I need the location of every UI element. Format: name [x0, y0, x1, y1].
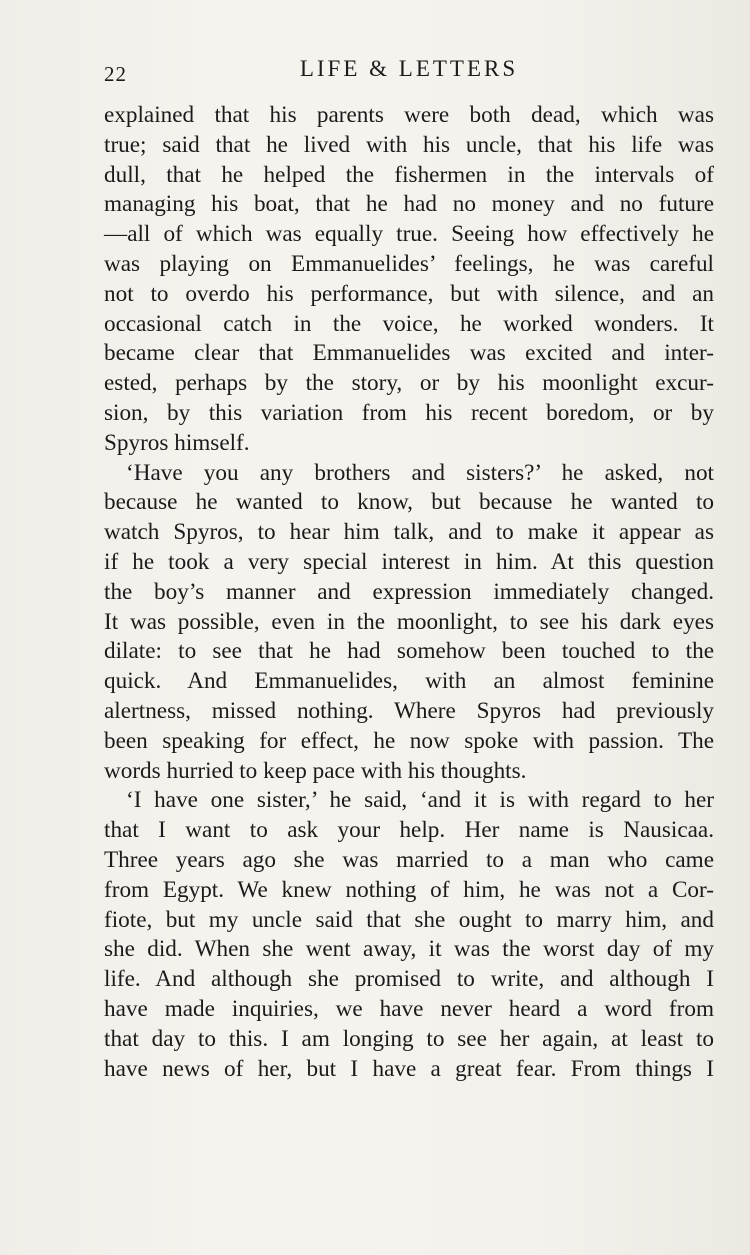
text-line: that day to this. I am longing to see her again, at least to — [104, 1025, 714, 1052]
text-line: Three years ago she was married to a man who came — [104, 846, 714, 873]
text-line: that I want to ask your help. Her name is Nausicaa. — [104, 817, 714, 844]
text-line: quick. And Emmanuelides, with an almost feminine — [104, 668, 714, 695]
text-line: fiote, but my uncle said that she ought to marry him, and — [104, 906, 714, 933]
text-line: dilate: to see that he had somehow been touched to the — [104, 638, 714, 665]
text-line: —all of which was equally true. Seeing how effectively he — [104, 221, 714, 248]
text-line: have news of her, but I have a great fear. From things I — [104, 1055, 714, 1082]
text-line: managing his boat, that he had no money and no future — [104, 191, 714, 218]
text-line: alertness, missed nothing. Where Spyros had previously — [104, 697, 714, 724]
running-head — [104, 56, 714, 90]
text-line: because he wanted to know, but because he wanted to — [104, 489, 714, 516]
text-line: It was possible, even in the moonlight, to see his dark eyes — [104, 608, 714, 635]
text-line: occasional catch in the voice, he worked wonders. It — [104, 310, 714, 337]
text-line: watch Spyros, to hear him talk, and to make it appear as — [104, 519, 714, 546]
text-line: life. And although she promised to write, and although I — [104, 966, 714, 993]
text-line: she did. When she went away, it was the worst day of my — [104, 936, 714, 963]
text-line: ‘Have you any brothers and sisters?’ he asked, not — [126, 459, 714, 486]
text-line: true; said that he lived with his uncle, that his life was — [104, 131, 714, 158]
body-text — [104, 101, 714, 1084]
text-line: not to overdo his performance, but with silence, and an — [104, 280, 714, 307]
text-line: if he took a very special interest in him. At this question — [104, 548, 714, 575]
text-line: sion, by this variation from his recent boredom, or by — [104, 399, 714, 426]
text-line: dull, that he helped the fishermen in the intervals of — [104, 161, 714, 188]
text-line: been speaking for effect, he now spoke with passion. The — [104, 727, 714, 754]
text-line: ‘I have one sister,’ he said, ‘and it is with regard to her — [126, 787, 714, 814]
text-line: from Egypt. We knew nothing of him, he was not a Cor- — [104, 876, 714, 903]
text-line: Spyros himself. — [104, 429, 250, 456]
text-line: words hurried to keep pace with his thoughts. — [104, 757, 527, 784]
text-line: was playing on Emmanuelides’ feelings, he was careful — [104, 250, 714, 277]
page-number: 22 — [104, 62, 127, 86]
text-line: the boy’s manner and expression immediately changed. — [104, 578, 714, 605]
text-line: have made inquiries, we have never heard a word from — [104, 995, 714, 1022]
text-line: became clear that Emmanuelides was excited and inter- — [104, 340, 714, 367]
running-title: LIFE & LETTERS — [299, 56, 519, 81]
text-line: explained that his parents were both dead, which was — [104, 102, 714, 128]
text-line: ested, perhaps by the story, or by his moonlight excur- — [104, 370, 714, 397]
